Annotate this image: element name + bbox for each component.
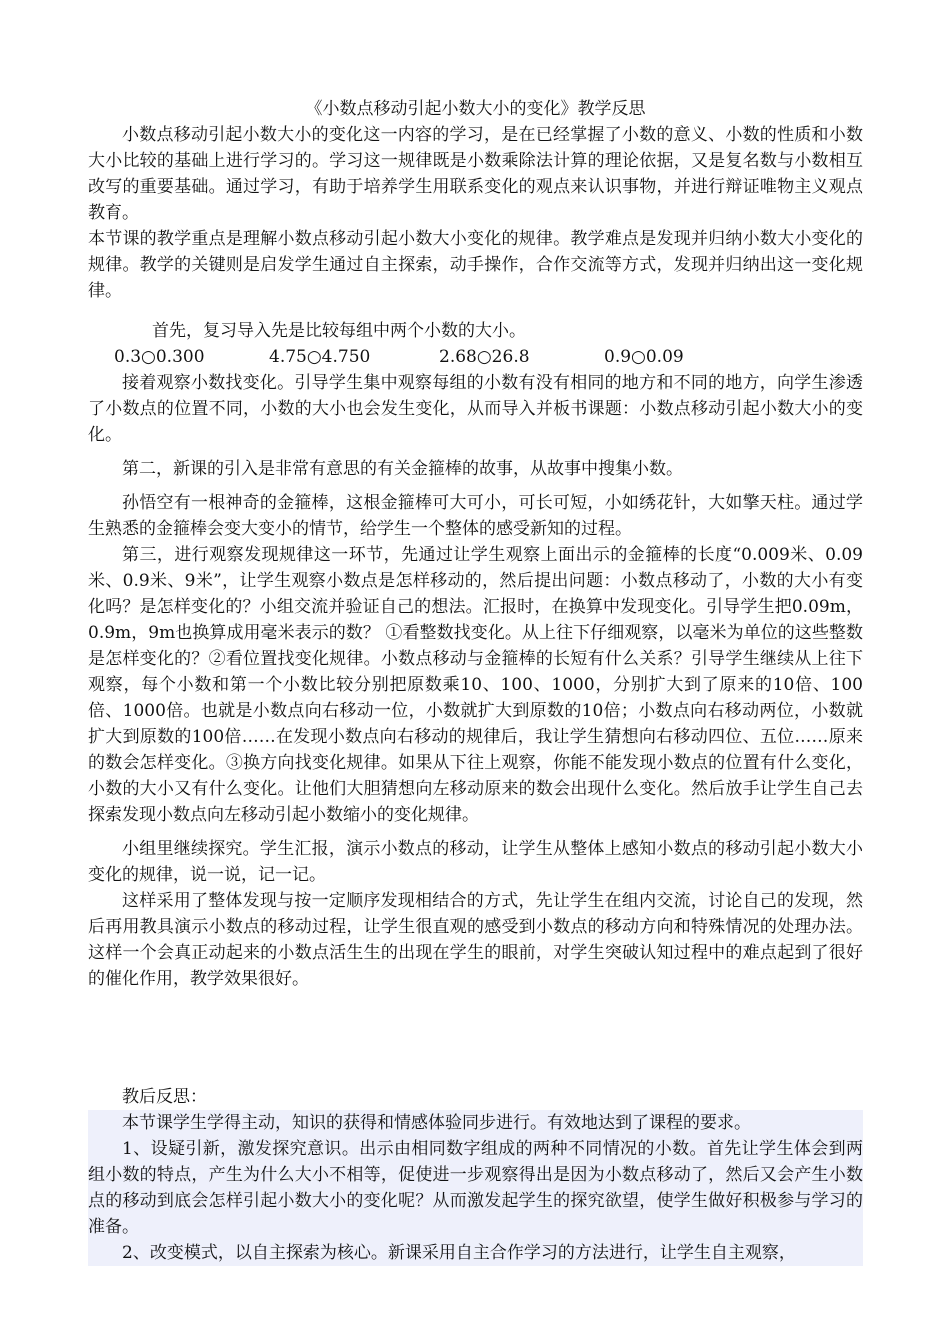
paragraph-focus: 本节课的教学重点是理解小数点移动引起小数大小变化的规律。教学难点是发现并归纳小数大小变化的规律。教学的关键则是启发学生通过自主探索，动手操作，合作交流等方式，发现并归纳出这一变化规律。 xyxy=(88,229,863,301)
blank-space xyxy=(88,992,863,1084)
comparison-item: 4.75○4.750 xyxy=(269,347,371,367)
reflection-paragraph-2: 1、设疑引新，激发探究意识。出示由相同数字组成的两种不同情况的小数。首先让学生体会到两组小数的特点，产生为什么大小不相等，促使进一步观察得出是因为小数点移动了，然后又会产生小数点的移动到底会怎样引起小数大小的变化呢？从而激发起学生的探究欲望，使学生做好积极参与学习的准备。 xyxy=(88,1136,863,1240)
paragraph-method: 这样采用了整体发现与按一定顺序发现相结合的方式，先让学生在组内交流，讨论自己的发现，然后再用教具演示小数点的移动过程，让学生很直观的感受到小数点的移动方向和特殊情况的处理办法。这样一个会真正动起来的小数点活生生的出现在学生的眼前，对学生突破认知过程中的难点起到了很好的催化作用，教学效果很好。 xyxy=(88,891,863,989)
comparison-row xyxy=(88,344,863,370)
document-page xyxy=(88,96,863,1266)
paragraph-second: 第二，新课的引入是非常有意思的有关金箍棒的故事，从故事中搜集小数。 xyxy=(122,459,683,479)
reflection-heading: 教后反思： xyxy=(122,1087,207,1107)
paragraph-first: 首先，复习导入先是比较每组中两个小数的大小。 xyxy=(152,321,526,341)
paragraph-observe: 接着观察小数找变化。引导学生集中观察每组的小数有没有相同的地方和不同的地方，向学生渗透了小数点的位置不同，小数的大小也会发生变化，从而导入并板书课题：小数点移动引起小数大小的变化。 xyxy=(88,373,863,445)
reflection-paragraph-3: 2、改变模式，以自主探索为核心。新课采用自主合作学习的方法进行，让学生自主观察， xyxy=(88,1240,863,1266)
reflection-paragraph-1: 本节课学生学得主动，知识的获得和情感体验同步进行。有效地达到了课程的要求。 xyxy=(88,1110,863,1136)
paragraph-third: 第三，进行观察发现规律这一环节，先通过让学生观察上面出示的金箍棒的长度“0.009米、0.09米、0.9米、9米”，让学生观察小数点是怎样移动的，然后提出问题：小数点移动了，小数的大小有变化吗？是怎样变化的？小组交流并验证自己的想法。汇报时，在换算中发现变化。引导学生把0.09m，0.9m，9m也换算成用毫米表示的数？ ①看整数找变化。从上往下仔细观察，以毫米为单位的这些整数是怎样变化的？②看位置找变化规律。小数点移动与金箍棒的长短有什么关系？引导学生继续从上往下观察，每个小数和第一个小数比较分别把原数乘10、100、1000，分别扩大到了原来的10倍、100倍、1000倍。也就是小数点向右移动一位，小数就扩大到原数的10倍；小数点向右移动两位，小数就扩大到原数的100倍……在发现小数点向右移动的规律后，我让学生猜想向右移动四位、五位……原来的数会怎样变化。③换方向找变化规律。如果从下往上观察，你能不能发现小数点的位置有什么变化，小数的大小又有什么变化。让他们大胆猜想向左移动原来的数会出现什么变化。然后放手让学生自己去探索发现小数点向左移动引起小数缩小的变化规律。 xyxy=(88,545,863,825)
comparison-item: 0.3○0.300 xyxy=(114,347,205,367)
document-title: 《小数点移动引起小数大小的变化》教学反思 xyxy=(305,99,646,119)
comparison-item: 2.68○26.8 xyxy=(439,347,530,367)
paragraph-intro: 小数点移动引起小数大小的变化这一内容的学习，是在已经掌握了小数的意义、小数的性质和小数大小比较的基础上进行学习的。学习这一规律既是小数乘除法计算的理论依据，又是复名数与小数相互改写的重要基础。通过学习，有助于培养学生用联系变化的观点来认识事物，并进行辩证唯物主义观点教育。 xyxy=(88,125,863,223)
comparison-item: 0.9○0.09 xyxy=(604,347,684,367)
paragraph-story: 孙悟空有一根神奇的金箍棒，这根金箍棒可大可小，可长可短，小如绣花针，大如擎天柱。通过学生熟悉的金箍棒会变大变小的情节，给学生一个整体的感受新知的过程。 xyxy=(88,493,863,539)
paragraph-group: 小组里继续探究。学生汇报，演示小数点的移动，让学生从整体上感知小数点的移动引起小数大小变化的规律，说一说，记一记。 xyxy=(88,839,863,885)
